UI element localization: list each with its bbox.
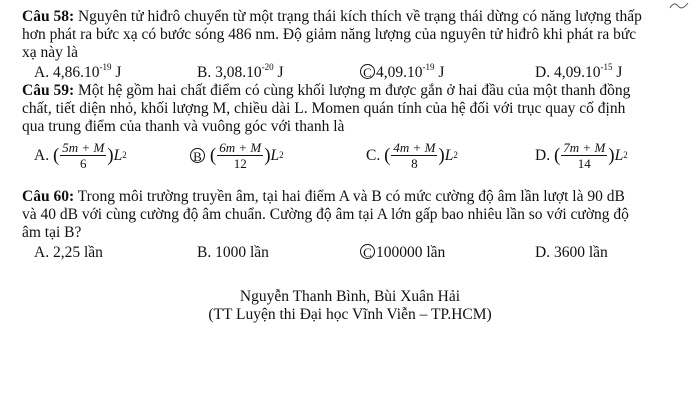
q60-line-3: âm tại B?: [22, 224, 82, 241]
q59-option-d[interactable]: D. ( $\frac{7m + M}{14}$ ) L $^2$: [535, 140, 628, 171]
q59-label: Câu 59:: [22, 82, 75, 99]
fraction: $\frac{6m + M}{12}$: [219, 140, 262, 171]
fraction: $\frac{7m + M}{14}$: [563, 140, 606, 171]
q58-option-c-selected[interactable]: C $4,09.10^{-19}$ J: [360, 64, 444, 81]
q60-option-a[interactable]: A. 2,25 lần: [34, 244, 103, 261]
q58-line-1: [22, 8, 642, 25]
q58-option-a[interactable]: A. $4,86.10^{-19}$ J: [34, 61, 122, 81]
q59-line-3: qua trung điểm của thanh và vuông góc với thanh là: [22, 118, 345, 135]
selected-answer-circle: C: [360, 244, 375, 259]
footer-organization: (TT Luyện thi Đại học Vĩnh Viễn – TP.HCM): [208, 306, 492, 323]
handwritten-mark: [668, 0, 692, 10]
q59-option-b-selected[interactable]: B ( $\frac{6m + M}{12}$ ) L $^2$: [190, 140, 284, 171]
q60-option-c-selected[interactable]: C 100000 lần: [360, 244, 445, 261]
q59-option-c[interactable]: C. ( $\frac{4m + M}{8}$ ) L $^2$: [366, 140, 458, 171]
fraction: $\frac{5m + M}{6}$: [62, 140, 105, 171]
q58-line-3: xạ này là: [22, 44, 78, 61]
q60-label: Câu 60:: [22, 188, 75, 205]
q59-text-1: Một hệ gồm hai chất điểm có cùng khối lượng m được gắn ở hai đầu của một thanh đồng: [77, 82, 631, 99]
q59-line-1: [22, 82, 630, 99]
q58-option-b[interactable]: B. $3,08.10^{-20}$ J: [197, 61, 284, 81]
q60-line-2: và 40 dB với cùng cường độ âm chuẩn. Cường độ âm tại A lớn gấp bao nhiêu lần so với cường độ: [22, 206, 629, 223]
selected-answer-circle: B: [190, 148, 205, 163]
q60-option-d[interactable]: D. 3600 lần: [535, 244, 608, 261]
q60-text-1: Trong môi trường truyền âm, tại hai điểm A và B có mức cường độ âm lần lượt là 90 dB: [77, 188, 625, 205]
q58-line-2: hơn phát ra bức xạ có bước sóng 486 nm. Độ giảm năng lượng của nguyên tử hiđrô khi phát ra bức: [22, 26, 637, 43]
selected-answer-circle: C: [360, 64, 375, 79]
footer-authors: Nguyễn Thanh Bình, Bùi Xuân Hải: [239, 288, 461, 305]
q58-label: Câu 58:: [22, 8, 75, 25]
q60-option-b[interactable]: B. 1000 lần: [197, 244, 269, 261]
q58-text-1: Nguyên tử hiđrô chuyển từ một trạng thái kích thích về trạng thái dừng có năng lượng thấp: [77, 8, 642, 25]
q59-line-2: chất, tiết diện nhỏ, khối lượng M, chiều dài L. Momen quán tính của hệ đối với trục quay cố định: [22, 100, 626, 117]
q59-option-a[interactable]: A. ( $\frac{5m + M}{6}$ ) L $^2$: [34, 140, 127, 171]
fraction: $\frac{4m + M}{8}$: [393, 140, 436, 171]
q60-line-1: [22, 188, 625, 205]
q58-option-d[interactable]: D. $4,09.10^{-15}$ J: [535, 61, 623, 81]
